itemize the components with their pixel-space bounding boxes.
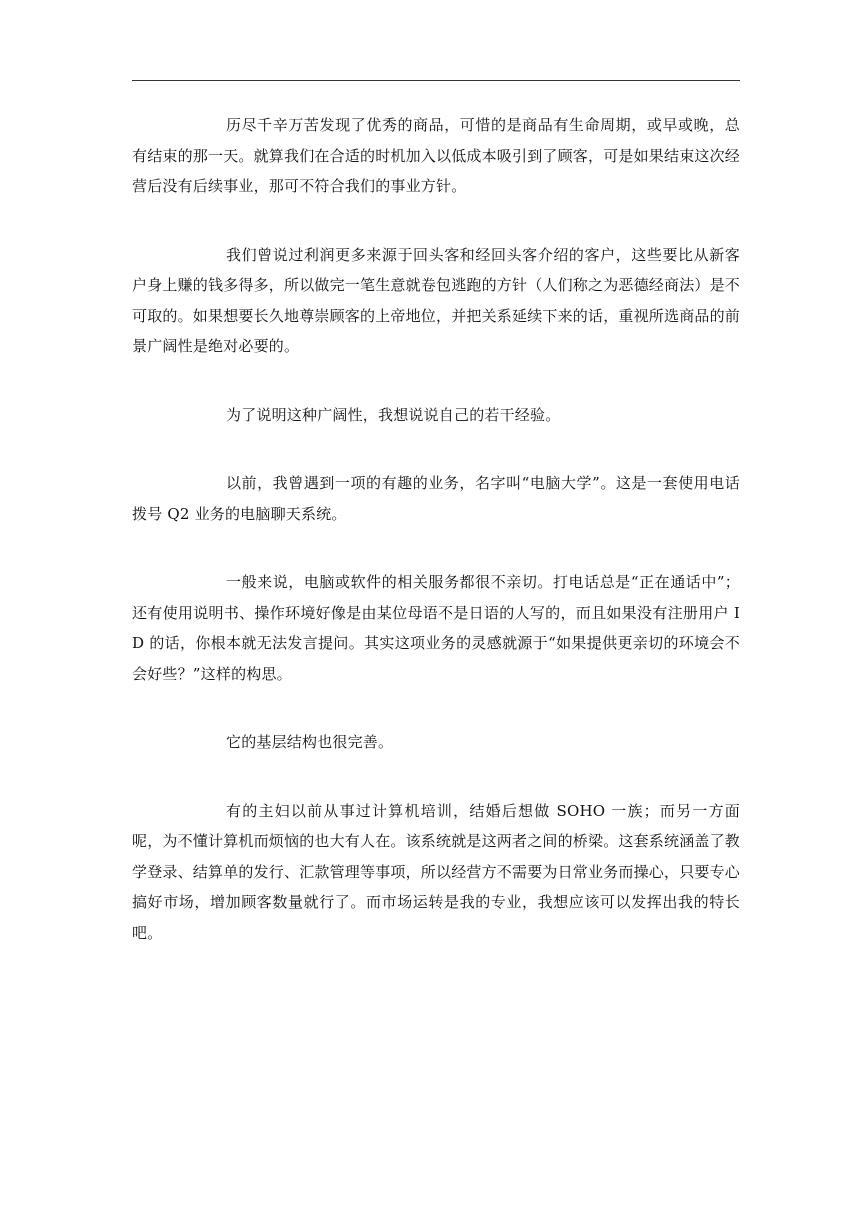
paragraph-4: 以前，我曾遇到一项的有趣的业务，名字叫“电脑大学”。这是一套使用电话拨号 Q2 业务的电脑聊天系统。 [132, 474, 740, 523]
paragraph-2: 我们曾说过利润更多来源于回头客和经回头客介绍的客户，这些要比从新客户身上赚的钱多得多，所以做完一笔生意就卷包逃跑的方针（人们称之为恶德经商法）是不可取的。如果想要长久地尊崇顾客的上帝地位，并把关系延续下来的话，重视所选商品的前景广阔性是绝对必要的。 [132, 245, 741, 355]
paragraph-5: 一般来说，电脑或软件的相关服务都很不亲切。打电话总是“正在通话中”；还有使用说明书、操作环境好像是由某位母语不是日语的人写的，而且如果没有注册用户 ID 的话，你根本就无法发言提问。其实这项业务的灵感就源于“如果提供更亲切的环境会不会好些？”这样的构思。 [132, 573, 740, 683]
paragraph-7: 有的主妇以前从事过计算机培训，结婚后想做 SOHO 一族；而另一方面呢，为不懂计算机而烦恼的也大有人在。该系统就是这两者之间的桥梁。这套系统涵盖了教学登录、结算单的发行、汇款管理等事项，所以经营方不需要为日常业务而操心，只要专心搞好市场，增加顾客数量就行了。而市场运转是我的专业，我想应该可以发挥出我的特长吧。 [132, 801, 741, 942]
paragraph-3: 为了说明这种广阔性，我想说说自己的若干经验。 [226, 405, 561, 424]
document-body [132, 110, 740, 986]
header-rule [132, 80, 740, 81]
paragraph-1: 历尽千辛万苦发现了优秀的商品，可惜的是商品有生命周期，或早或晚，总有结束的那一天。就算我们在合适的时机加入以低成本吸引到了顾客，可是如果结束这次经营后没有后续事业，那可不符合我们的事业方针。 [132, 116, 741, 195]
paragraph-6: 它的基层结构也很完善。 [226, 733, 394, 751]
